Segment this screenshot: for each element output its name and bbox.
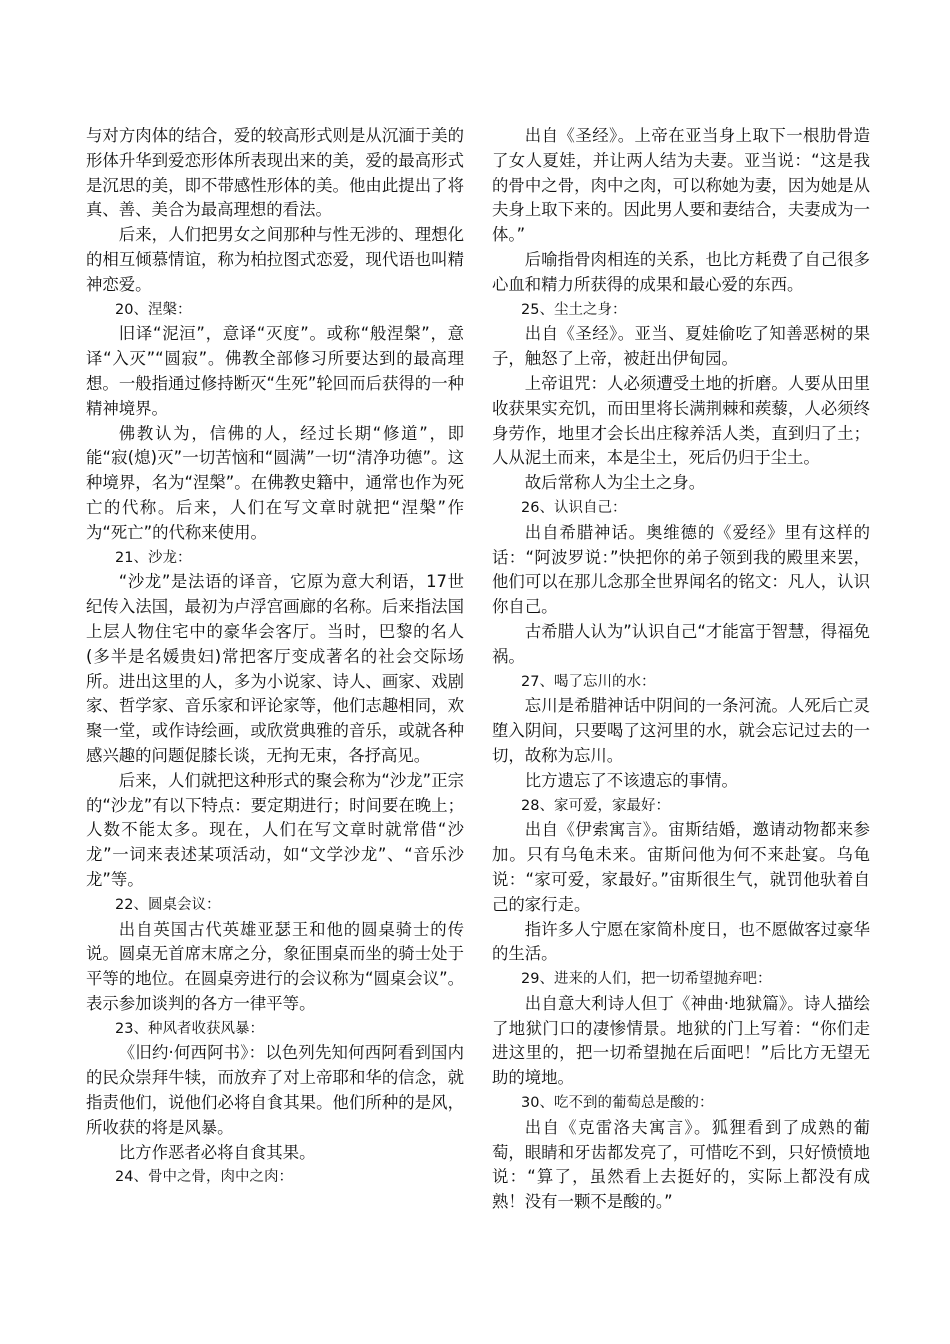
right-column [492, 124, 870, 1215]
paragraph: 忘川是希腊神话中阴间的一条河流。人死后亡灵堕入阴间，只要喝了这河里的水，就会忘记过去的一切，故称为忘川。 [492, 696, 870, 765]
section-heading: 22、圆桌会议： [115, 896, 221, 913]
paragraph: 出自意大利诗人但丁《神曲·地狱篇》。诗人描绘了地狱门口的凄惨情景。地狱的门上写着：“你们走进这里的，把一切希望抛在后面吧！”后比方无望无助的境地。 [492, 993, 870, 1088]
paragraph: 后来，人们就把这种形式的聚会称为“沙龙”正宗的“沙龙”有以下特点：要定期进行；时间要在晚上；人数不能太多。现在，人们在写文章时就常借“沙龙”一词来表述某项活动，如“文学沙龙”、“音乐沙龙”等。 [86, 770, 464, 889]
section-heading: 24、骨中之骨，肉中之肉： [115, 1169, 293, 1186]
paragraph: 与对方肉体的结合，爱的较高形式则是从沉湎于美的形体升华到爱恋形体所表现出来的美，爱的最高形式是沉思的美，即不带感性形体的美。他由此提出了将真、善、美合为最高理想的看法。 [86, 126, 464, 220]
section-heading: 23、种风者收获风暴： [115, 1020, 264, 1037]
section-heading: 26、认识自己： [521, 499, 627, 516]
paragraph: 佛教认为，信佛的人，经过长期“修道”，即能“寂(熄)灭”一切苦恼和“圆满”一切“清净功德”。这种境界，名为“涅槃”。在佛教史籍中，通常也作为死亡的代称。后来，人们在写文章时就把“涅槃”作为“死亡”的代称来使用。 [86, 423, 464, 542]
section-heading: 30、吃不到的葡萄总是酸的： [521, 1095, 714, 1112]
paragraph: 后来，人们把男女之间那种与性无涉的、理想化的相互倾慕情谊，称为柏拉图式恋爱，现代语也叫精神恋爱。 [86, 225, 464, 294]
section-heading: 28、家可爱，家最好： [521, 797, 670, 814]
paragraph: 故后常称人为尘土之身。 [524, 473, 706, 493]
paragraph: 出自英国古代英雄亚瑟王和他的圆桌骑士的传说。圆桌无首席末席之分，象征围桌而坐的骑士处于平等的地位。在圆桌旁进行的会议称为“圆桌会议”。表示参加谈判的各方一律平等。 [86, 919, 464, 1013]
paragraph: 比方作恶者必将自食其果。 [118, 1142, 316, 1162]
paragraph: 出自《圣经》。亚当、夏娃偷吃了知善恶树的果子，触怒了上帝，被赶出伊甸园。 [492, 324, 870, 369]
paragraph: 后喻指骨肉相连的关系，也比方耗费了自己很多心血和精力所获得的成果和最心爱的东西。 [492, 249, 870, 294]
paragraph: 古希腊人认为”认识自己“才能富于智慧，得福免祸。 [492, 621, 870, 666]
section-heading: 21、沙龙： [115, 549, 192, 566]
paragraph: 《旧约·何西阿书》：以色列先知何西阿看到国内的民众崇拜牛犊，而放弃了对上帝耶和华的信念，就指责他们，说他们必将自食其果。他们所种的是风，所收获的将是风暴。 [86, 1043, 464, 1137]
paragraph: 出自《克雷洛夫寓言》。狐狸看到了成熟的葡萄，眼睛和牙齿都发亮了，可惜吃不到，只好愤愤地说：“算了，虽然看上去挺好的，实际上都没有成熟！没有一颗不是酸的。” [492, 1117, 870, 1212]
paragraph: 出自希腊神话。奥维德的《爱经》里有这样的话：“阿波罗说：”快把你的弟子领到我的殿里来罢，他们可以在那儿念那全世界闻名的铭文：凡人，认识你自己。 [492, 522, 870, 617]
paragraph: 比方遗忘了不该遗忘的事情。 [524, 770, 738, 790]
left-column [86, 124, 464, 1190]
section-heading: 29、进来的人们，把一切希望抛弃吧： [521, 971, 772, 988]
paragraph: 旧译“泥洹”，意译“灭度”。或称“般涅槃”，意译“入灭”“圆寂”。佛教全部修习所要达到的最高理想。一般指通过修持断灭“生死”轮回而后获得的一种精神境界。 [86, 324, 464, 418]
paragraph: 指许多人宁愿在家简朴度日，也不愿做客过豪华的生活。 [492, 919, 870, 964]
paragraph: 出自《圣经》。上帝在亚当身上取下一根肋骨造了女人夏娃，并让两人结为夫妻。亚当说：“这是我的骨中之骨，肉中之肉，可以称她为妻，因为她是从夫身上取下来的。因此男人要和妻结合，夫妻成为一体。” [492, 126, 870, 245]
paragraph: “沙龙”是法语的译音，它原为意大利语，17世纪传入法国，最初为卢浮宫画廊的名称。后来指法国上层人物住宅中的豪华会客厅。当时，巴黎的名人(多半是名媛贵妇)常把客厅变成著名的社会交际场所。进出这里的人，多为小说家、诗人、画家、戏剧家、哲学家、音乐家和评论家等，他们志趣相同，欢聚一堂，或作诗绘画，或欣赏典雅的音乐，或就各种感兴趣的问题促膝长谈，无拘无束，各抒高见。 [86, 572, 464, 765]
section-heading: 27、喝了忘川的水： [521, 673, 656, 690]
section-heading: 25、尘土之身： [521, 301, 627, 318]
section-heading: 20、涅槃： [115, 301, 192, 318]
paragraph: 上帝诅咒：人必须遭受土地的折磨。人要从田里收获果实充饥，而田里将长满荆棘和蒺藜，人必须终身劳作，地里才会长出庄稼养活人类，直到归了土；人从泥土而来，本是尘土，死后仍归于尘土。 [492, 373, 870, 468]
paragraph: 出自《伊索寓言》。宙斯结婚，邀请动物都来参加。只有乌龟未来。宙斯问他为何不来赴宴。乌龟说：“家可爱，家最好。”宙斯很生气，就罚他驮着自己的家行走。 [492, 820, 870, 914]
